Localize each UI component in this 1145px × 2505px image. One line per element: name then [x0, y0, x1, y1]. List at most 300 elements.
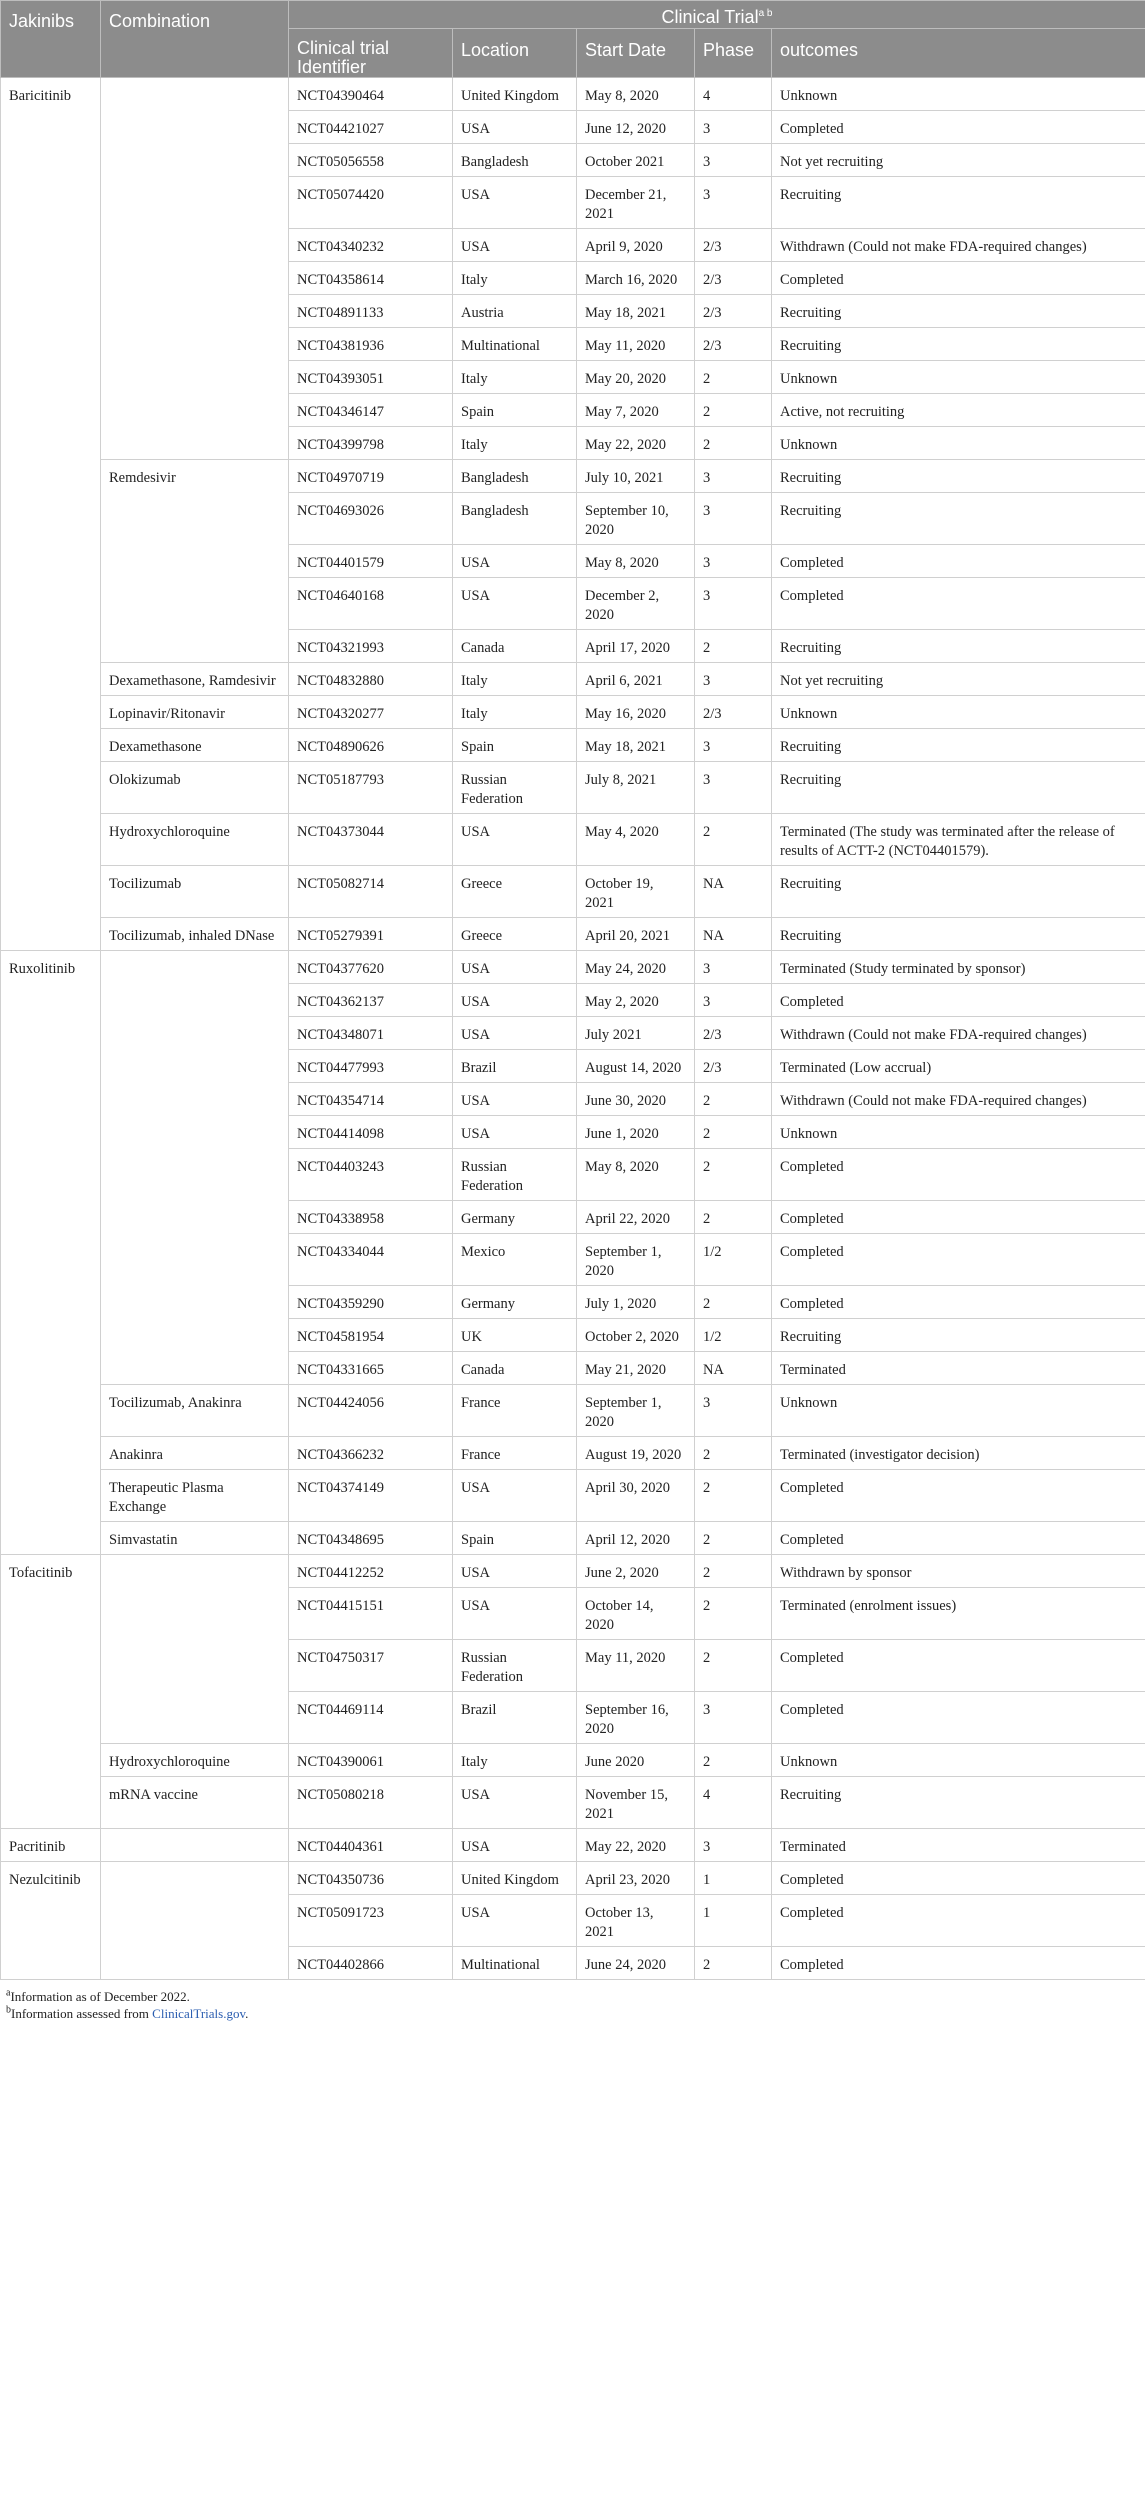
start-date-cell: June 24, 2020	[577, 1947, 695, 1980]
combination-cell: Dexamethasone	[101, 729, 289, 762]
start-date-cell: May 4, 2020	[577, 814, 695, 866]
combination-cell: Tocilizumab	[101, 866, 289, 918]
location-cell: Germany	[453, 1201, 577, 1234]
outcome-cell: Completed	[772, 111, 1145, 144]
combination-cell: Simvastatin	[101, 1522, 289, 1555]
outcome-cell: Recruiting	[772, 328, 1145, 361]
location-cell: Greece	[453, 866, 577, 918]
phase-cell: 2	[695, 394, 772, 427]
location-cell: Spain	[453, 1522, 577, 1555]
identifier-cell: NCT04750317	[289, 1640, 453, 1692]
location-cell: United Kingdom	[453, 78, 577, 111]
table-row	[1, 460, 1145, 493]
combination-cell: mRNA vaccine	[101, 1777, 289, 1829]
phase-cell: 2	[695, 1522, 772, 1555]
location-cell: Germany	[453, 1286, 577, 1319]
phase-cell: 1/2	[695, 1319, 772, 1352]
combination-cell: Tocilizumab, Anakinra	[101, 1385, 289, 1437]
outcome-cell: Unknown	[772, 78, 1145, 111]
identifier-cell: NCT04891133	[289, 295, 453, 328]
combination-cell	[101, 1555, 289, 1744]
outcome-cell: Completed	[772, 1522, 1145, 1555]
identifier-cell: NCT04348695	[289, 1522, 453, 1555]
header-start-date: Start Date	[577, 29, 695, 78]
start-date-cell: May 24, 2020	[577, 951, 695, 984]
table-body	[1, 78, 1145, 1980]
outcome-cell: Not yet recruiting	[772, 144, 1145, 177]
phase-cell: 3	[695, 729, 772, 762]
location-cell: USA	[453, 545, 577, 578]
identifier-cell: NCT04970719	[289, 460, 453, 493]
outcome-cell: Withdrawn (Could not make FDA-required changes)	[772, 229, 1145, 262]
location-cell: Greece	[453, 918, 577, 951]
identifier-cell: NCT05080218	[289, 1777, 453, 1829]
phase-cell: 3	[695, 1829, 772, 1862]
phase-cell: 3	[695, 493, 772, 545]
location-cell: Brazil	[453, 1050, 577, 1083]
location-cell: USA	[453, 984, 577, 1017]
combination-cell: Hydroxychloroquine	[101, 814, 289, 866]
phase-cell: 3	[695, 545, 772, 578]
location-cell: USA	[453, 578, 577, 630]
jakinib-cell: Baricitinib	[1, 78, 101, 951]
outcome-cell: Recruiting	[772, 762, 1145, 814]
phase-cell: 2	[695, 1588, 772, 1640]
start-date-cell: May 8, 2020	[577, 545, 695, 578]
outcome-cell: Terminated (Low accrual)	[772, 1050, 1145, 1083]
start-date-cell: September 16, 2020	[577, 1692, 695, 1744]
phase-cell: 2	[695, 361, 772, 394]
phase-cell: 3	[695, 1385, 772, 1437]
location-cell: USA	[453, 229, 577, 262]
outcome-cell: Recruiting	[772, 866, 1145, 918]
identifier-cell: NCT04381936	[289, 328, 453, 361]
table-row	[1, 1470, 1145, 1522]
table-row	[1, 951, 1145, 984]
start-date-cell: May 20, 2020	[577, 361, 695, 394]
identifier-cell: NCT04402866	[289, 1947, 453, 1980]
outcome-cell: Active, not recruiting	[772, 394, 1145, 427]
phase-cell: NA	[695, 1352, 772, 1385]
footnote-a: $^a$Information as of December 2022.	[6, 1987, 190, 2004]
outcome-cell: Terminated	[772, 1352, 1145, 1385]
start-date-cell: April 20, 2021	[577, 918, 695, 951]
start-date-cell: December 2, 2020	[577, 578, 695, 630]
location-cell: France	[453, 1385, 577, 1437]
identifier-cell: NCT04377620	[289, 951, 453, 984]
header-jakinibs: Jakinibs	[1, 1, 101, 78]
outcome-cell: Terminated (Study terminated by sponsor)	[772, 951, 1145, 984]
outcome-cell: Recruiting	[772, 630, 1145, 663]
outcome-cell: Completed	[772, 1862, 1145, 1895]
phase-cell: 2	[695, 1744, 772, 1777]
start-date-cell: October 2021	[577, 144, 695, 177]
phase-cell: 2	[695, 1201, 772, 1234]
identifier-cell: NCT04421027	[289, 111, 453, 144]
start-date-cell: May 22, 2020	[577, 427, 695, 460]
identifier-cell: NCT04350736	[289, 1862, 453, 1895]
start-date-cell: May 21, 2020	[577, 1352, 695, 1385]
phase-cell: 2/3	[695, 1050, 772, 1083]
identifier-cell: NCT04346147	[289, 394, 453, 427]
location-cell: Canada	[453, 630, 577, 663]
start-date-cell: September 1, 2020	[577, 1234, 695, 1286]
outcome-cell: Completed	[772, 545, 1145, 578]
start-date-cell: July 2021	[577, 1017, 695, 1050]
jakinib-cell: Nezulcitinib	[1, 1862, 101, 1980]
identifier-cell: NCT04412252	[289, 1555, 453, 1588]
identifier-cell: NCT04890626	[289, 729, 453, 762]
footnotes	[6, 1988, 248, 2022]
phase-cell: NA	[695, 866, 772, 918]
phase-cell: 3	[695, 663, 772, 696]
identifier-cell: NCT04581954	[289, 1319, 453, 1352]
outcome-cell: Recruiting	[772, 1319, 1145, 1352]
location-cell: USA	[453, 1470, 577, 1522]
combination-cell: Hydroxychloroquine	[101, 1744, 289, 1777]
phase-cell: 2	[695, 427, 772, 460]
phase-cell: 1	[695, 1862, 772, 1895]
combination-cell: Tocilizumab, inhaled DNase	[101, 918, 289, 951]
table-row	[1, 663, 1145, 696]
identifier-cell: NCT04362137	[289, 984, 453, 1017]
phase-cell: 1/2	[695, 1234, 772, 1286]
outcome-cell: Completed	[772, 1470, 1145, 1522]
table-row	[1, 1829, 1145, 1862]
location-cell: USA	[453, 1083, 577, 1116]
table-row	[1, 696, 1145, 729]
start-date-cell: July 1, 2020	[577, 1286, 695, 1319]
identifier-cell: NCT04320277	[289, 696, 453, 729]
location-cell: Canada	[453, 1352, 577, 1385]
location-cell: USA	[453, 1555, 577, 1588]
phase-cell: NA	[695, 918, 772, 951]
header-footnote-marks: a b	[758, 8, 773, 19]
location-cell: Spain	[453, 394, 577, 427]
phase-cell: 4	[695, 78, 772, 111]
outcome-cell: Unknown	[772, 361, 1145, 394]
phase-cell: 1	[695, 1895, 772, 1947]
location-cell: United Kingdom	[453, 1862, 577, 1895]
identifier-cell: NCT04469114	[289, 1692, 453, 1744]
phase-cell: 3	[695, 984, 772, 1017]
combination-cell: Olokizumab	[101, 762, 289, 814]
outcome-cell: Recruiting	[772, 493, 1145, 545]
start-date-cell: May 22, 2020	[577, 1829, 695, 1862]
location-cell: Brazil	[453, 1692, 577, 1744]
start-date-cell: June 2020	[577, 1744, 695, 1777]
identifier-cell: NCT04424056	[289, 1385, 453, 1437]
outcome-cell: Completed	[772, 1201, 1145, 1234]
start-date-cell: August 19, 2020	[577, 1437, 695, 1470]
identifier-cell: NCT04358614	[289, 262, 453, 295]
location-cell: Italy	[453, 1744, 577, 1777]
combination-cell: Dexamethasone, Ramdesivir	[101, 663, 289, 696]
start-date-cell: May 11, 2020	[577, 328, 695, 361]
identifier-cell: NCT04393051	[289, 361, 453, 394]
phase-cell: 3	[695, 1692, 772, 1744]
identifier-cell: NCT04374149	[289, 1470, 453, 1522]
identifier-cell: NCT04338958	[289, 1201, 453, 1234]
start-date-cell: May 16, 2020	[577, 696, 695, 729]
phase-cell: 2	[695, 1947, 772, 1980]
header-location: Location	[453, 29, 577, 78]
start-date-cell: October 14, 2020	[577, 1588, 695, 1640]
combination-cell: Remdesivir	[101, 460, 289, 663]
identifier-cell: NCT04366232	[289, 1437, 453, 1470]
outcome-cell: Terminated (enrolment issues)	[772, 1588, 1145, 1640]
location-cell: France	[453, 1437, 577, 1470]
outcome-cell: Recruiting	[772, 295, 1145, 328]
identifier-cell: NCT05187793	[289, 762, 453, 814]
location-cell: Spain	[453, 729, 577, 762]
outcome-cell: Completed	[772, 1895, 1145, 1947]
outcome-cell: Terminated	[772, 1829, 1145, 1862]
location-cell: Mexico	[453, 1234, 577, 1286]
start-date-cell: April 23, 2020	[577, 1862, 695, 1895]
start-date-cell: April 6, 2021	[577, 663, 695, 696]
combination-cell: Anakinra	[101, 1437, 289, 1470]
outcome-cell: Withdrawn (Could not make FDA-required changes)	[772, 1017, 1145, 1050]
outcome-cell: Unknown	[772, 1744, 1145, 1777]
phase-cell: 2	[695, 814, 772, 866]
start-date-cell: April 22, 2020	[577, 1201, 695, 1234]
table-row	[1, 1522, 1145, 1555]
start-date-cell: May 11, 2020	[577, 1640, 695, 1692]
identifier-cell: NCT04403243	[289, 1149, 453, 1201]
identifier-cell: NCT04832880	[289, 663, 453, 696]
identifier-cell: NCT05074420	[289, 177, 453, 229]
location-cell: USA	[453, 1777, 577, 1829]
phase-cell: 2/3	[695, 262, 772, 295]
start-date-cell: June 2, 2020	[577, 1555, 695, 1588]
start-date-cell: December 21, 2021	[577, 177, 695, 229]
location-cell: USA	[453, 1116, 577, 1149]
outcome-cell: Completed	[772, 262, 1145, 295]
outcome-cell: Completed	[772, 1947, 1145, 1980]
phase-cell: 2	[695, 1286, 772, 1319]
location-cell: Italy	[453, 696, 577, 729]
phase-cell: 2/3	[695, 1017, 772, 1050]
combination-cell	[101, 951, 289, 1385]
outcome-cell: Completed	[772, 578, 1145, 630]
location-cell: Italy	[453, 262, 577, 295]
combination-cell: Therapeutic Plasma Exchange	[101, 1470, 289, 1522]
location-cell: Russian Federation	[453, 762, 577, 814]
table-row	[1, 1744, 1145, 1777]
start-date-cell: June 30, 2020	[577, 1083, 695, 1116]
start-date-cell: April 12, 2020	[577, 1522, 695, 1555]
phase-cell: 2	[695, 1437, 772, 1470]
start-date-cell: April 30, 2020	[577, 1470, 695, 1522]
identifier-cell: NCT04331665	[289, 1352, 453, 1385]
outcome-cell: Recruiting	[772, 918, 1145, 951]
phase-cell: 4	[695, 1777, 772, 1829]
identifier-cell: NCT04404361	[289, 1829, 453, 1862]
table-row	[1, 918, 1145, 951]
table-row	[1, 729, 1145, 762]
identifier-cell: NCT04401579	[289, 545, 453, 578]
outcome-cell: Unknown	[772, 1116, 1145, 1149]
jakinib-cell: Ruxolitinib	[1, 951, 101, 1555]
clinicaltrials-link[interactable]: ClinicalTrials.gov	[152, 2006, 246, 2021]
location-cell: Russian Federation	[453, 1149, 577, 1201]
start-date-cell: April 9, 2020	[577, 229, 695, 262]
identifier-cell: NCT04477993	[289, 1050, 453, 1083]
identifier-cell: NCT04390464	[289, 78, 453, 111]
identifier-cell: NCT05056558	[289, 144, 453, 177]
identifier-cell: NCT04415151	[289, 1588, 453, 1640]
table-header	[1, 1, 1145, 78]
table-row	[1, 814, 1145, 866]
outcome-cell: Completed	[772, 1234, 1145, 1286]
identifier-cell: NCT04321993	[289, 630, 453, 663]
outcome-cell: Terminated (The study was terminated after the release of results of ACTT-2 (NCT04401579).	[772, 814, 1145, 866]
phase-cell: 2/3	[695, 696, 772, 729]
outcome-cell: Completed	[772, 1286, 1145, 1319]
identifier-cell: NCT05091723	[289, 1895, 453, 1947]
start-date-cell: July 10, 2021	[577, 460, 695, 493]
jakinib-cell: Pacritinib	[1, 1829, 101, 1862]
header-identifier: Clinical trial Identifier	[289, 29, 453, 78]
identifier-cell: NCT04414098	[289, 1116, 453, 1149]
outcome-cell: Not yet recruiting	[772, 663, 1145, 696]
location-cell: USA	[453, 177, 577, 229]
location-cell: Multinational	[453, 1947, 577, 1980]
outcome-cell: Recruiting	[772, 460, 1145, 493]
identifier-cell: NCT04640168	[289, 578, 453, 630]
combination-cell	[101, 78, 289, 460]
phase-cell: 2	[695, 1640, 772, 1692]
location-cell: Bangladesh	[453, 144, 577, 177]
outcome-cell: Completed	[772, 1640, 1145, 1692]
start-date-cell: May 8, 2020	[577, 1149, 695, 1201]
identifier-cell: NCT04693026	[289, 493, 453, 545]
phase-cell: 3	[695, 177, 772, 229]
location-cell: USA	[453, 814, 577, 866]
start-date-cell: October 13, 2021	[577, 1895, 695, 1947]
phase-cell: 3	[695, 951, 772, 984]
phase-cell: 3	[695, 578, 772, 630]
phase-cell: 2	[695, 1149, 772, 1201]
outcome-cell: Recruiting	[772, 1777, 1145, 1829]
outcome-cell: Unknown	[772, 1385, 1145, 1437]
combination-cell	[101, 1862, 289, 1980]
identifier-cell: NCT05082714	[289, 866, 453, 918]
location-cell: Italy	[453, 427, 577, 460]
outcome-cell: Recruiting	[772, 729, 1145, 762]
identifier-cell: NCT04359290	[289, 1286, 453, 1319]
table-row	[1, 78, 1145, 111]
location-cell: USA	[453, 1895, 577, 1947]
identifier-cell: NCT04399798	[289, 427, 453, 460]
identifier-cell: NCT04390061	[289, 1744, 453, 1777]
start-date-cell: May 7, 2020	[577, 394, 695, 427]
phase-cell: 2	[695, 1083, 772, 1116]
combination-cell: Lopinavir/Ritonavir	[101, 696, 289, 729]
location-cell: Italy	[453, 663, 577, 696]
header-combination: Combination	[101, 1, 289, 78]
start-date-cell: September 1, 2020	[577, 1385, 695, 1437]
outcome-cell: Terminated (investigator decision)	[772, 1437, 1145, 1470]
phase-cell: 2/3	[695, 229, 772, 262]
identifier-cell: NCT04334044	[289, 1234, 453, 1286]
combination-cell	[101, 1829, 289, 1862]
start-date-cell: May 18, 2021	[577, 729, 695, 762]
start-date-cell: September 10, 2020	[577, 493, 695, 545]
phase-cell: 3	[695, 762, 772, 814]
location-cell: USA	[453, 1829, 577, 1862]
identifier-cell: NCT05279391	[289, 918, 453, 951]
start-date-cell: June 12, 2020	[577, 111, 695, 144]
location-cell: USA	[453, 951, 577, 984]
location-cell: Bangladesh	[453, 493, 577, 545]
start-date-cell: November 15, 2021	[577, 1777, 695, 1829]
phase-cell: 2	[695, 1555, 772, 1588]
identifier-cell: NCT04354714	[289, 1083, 453, 1116]
header-phase: Phase	[695, 29, 772, 78]
start-date-cell: April 17, 2020	[577, 630, 695, 663]
table-row	[1, 762, 1145, 814]
location-cell: Bangladesh	[453, 460, 577, 493]
location-cell: Austria	[453, 295, 577, 328]
table-row	[1, 1385, 1145, 1437]
start-date-cell: May 8, 2020	[577, 78, 695, 111]
outcome-cell: Withdrawn by sponsor	[772, 1555, 1145, 1588]
phase-cell: 2	[695, 1470, 772, 1522]
outcome-cell: Completed	[772, 984, 1145, 1017]
location-cell: USA	[453, 111, 577, 144]
table-row	[1, 1437, 1145, 1470]
outcome-cell: Withdrawn (Could not make FDA-required changes)	[772, 1083, 1145, 1116]
outcome-cell: Completed	[772, 1692, 1145, 1744]
phase-cell: 2/3	[695, 295, 772, 328]
table-row	[1, 1777, 1145, 1829]
location-cell: USA	[453, 1588, 577, 1640]
location-cell: Multinational	[453, 328, 577, 361]
header-outcomes: outcomes	[772, 29, 1145, 78]
phase-cell: 2	[695, 1116, 772, 1149]
phase-cell: 3	[695, 460, 772, 493]
start-date-cell: May 18, 2021	[577, 295, 695, 328]
table-row	[1, 1862, 1145, 1895]
table-row	[1, 866, 1145, 918]
jakinib-cell: Tofacitinib	[1, 1555, 101, 1829]
footnote-b: $^b$Information assessed from ClinicalTrials.gov.	[6, 2004, 249, 2021]
location-cell: Russian Federation	[453, 1640, 577, 1692]
start-date-cell: October 2, 2020	[577, 1319, 695, 1352]
start-date-cell: March 16, 2020	[577, 262, 695, 295]
table-row	[1, 1555, 1145, 1588]
start-date-cell: October 19, 2021	[577, 866, 695, 918]
identifier-cell: NCT04348071	[289, 1017, 453, 1050]
outcome-cell: Unknown	[772, 427, 1145, 460]
identifier-cell: NCT04373044	[289, 814, 453, 866]
start-date-cell: August 14, 2020	[577, 1050, 695, 1083]
outcome-cell: Recruiting	[772, 177, 1145, 229]
location-cell: Italy	[453, 361, 577, 394]
phase-cell: 2/3	[695, 328, 772, 361]
outcome-cell: Completed	[772, 1149, 1145, 1201]
location-cell: UK	[453, 1319, 577, 1352]
outcome-cell: Unknown	[772, 696, 1145, 729]
start-date-cell: July 8, 2021	[577, 762, 695, 814]
phase-cell: 3	[695, 111, 772, 144]
identifier-cell: NCT04340232	[289, 229, 453, 262]
phase-cell: 2	[695, 630, 772, 663]
phase-cell: 3	[695, 144, 772, 177]
start-date-cell: June 1, 2020	[577, 1116, 695, 1149]
